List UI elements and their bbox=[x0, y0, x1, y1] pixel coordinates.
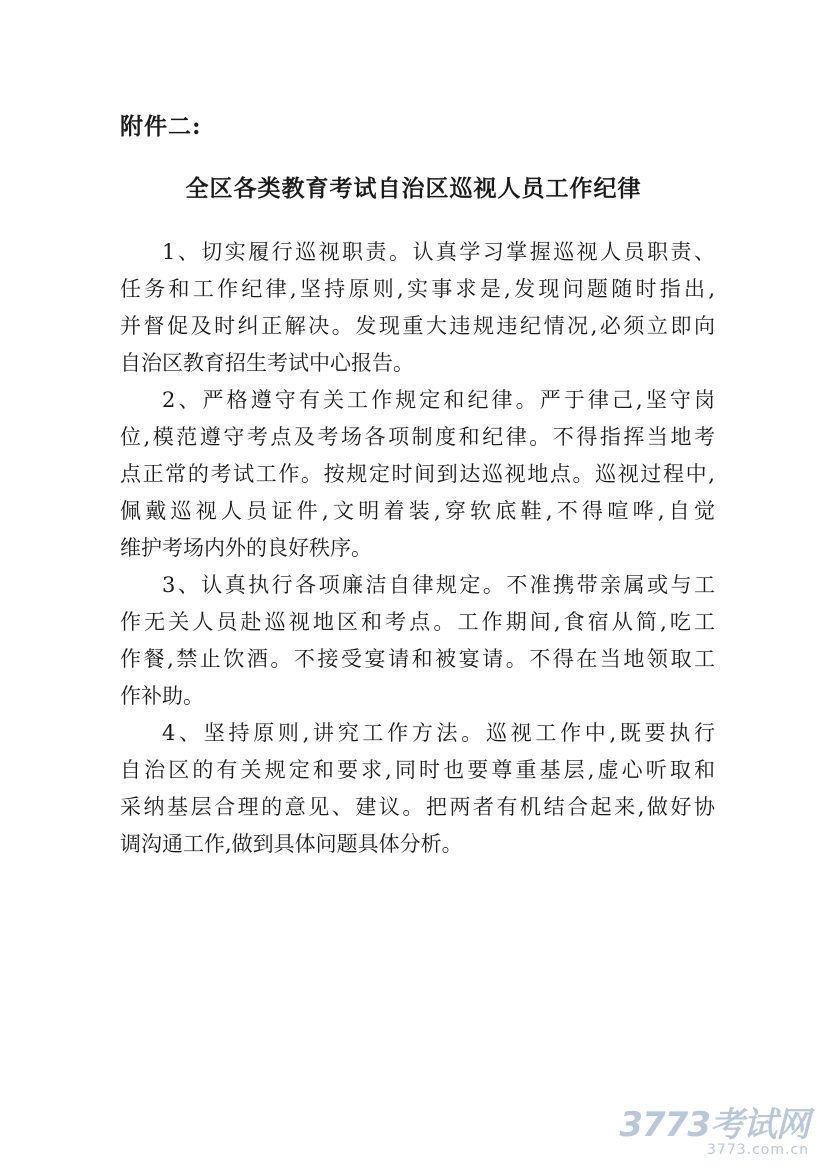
paragraph-1-line: 任务和工作纪律,坚持原则,实事求是,发现问题随时指出, bbox=[120, 277, 715, 301]
paragraph-2-line: 佩戴巡视人员证件,文明着装,穿软底鞋,不得喧哗,自觉 bbox=[120, 499, 715, 523]
paragraph-3-line: 3、认真执行各项廉洁自律规定。不准携带亲属或与工 bbox=[162, 573, 715, 597]
document-title: 全区各类教育考试自治区巡视人员工作纪律 bbox=[185, 175, 642, 202]
paragraph-2-line: 2、严格遵守有关工作规定和纪律。严于律己,坚守岗 bbox=[162, 388, 715, 412]
paragraph-4-line: 调沟通工作,做到具体问题具体分析。 bbox=[120, 832, 463, 856]
paragraph-4-line: 采纳基层合理的意见、建议。把两者有机结合起来,做好协 bbox=[120, 795, 715, 819]
paragraph-2-line: 位,模范遵守考点及考场各项制度和纪律。不得指挥当地考 bbox=[120, 425, 715, 449]
watermark-logo: 3773考试网 bbox=[619, 1105, 809, 1145]
paragraph-2-line: 点正常的考试工作。按规定时间到达巡视地点。巡视过程中, bbox=[120, 462, 715, 486]
paragraph-1-line: 并督促及时纠正解决。发现重大违规违纪情况,必须立即向 bbox=[120, 314, 715, 338]
paragraph-4-line: 自治区的有关规定和要求,同时也要尊重基层,虚心听取和 bbox=[120, 758, 715, 782]
site-watermark bbox=[619, 1105, 809, 1158]
document-body bbox=[120, 234, 715, 863]
paragraph-3-line: 作无关人员赴巡视地区和考点。工作期间,食宿从简,吃工 bbox=[120, 610, 715, 634]
attachment-label: 附件二: bbox=[120, 113, 202, 140]
paragraph-3-line: 作补助。 bbox=[120, 684, 204, 708]
paragraph-4-line: 4、坚持原则,讲究工作方法。巡视工作中,既要执行 bbox=[162, 721, 715, 745]
paragraph-2-line: 维护考场内外的良好秩序。 bbox=[120, 536, 372, 560]
watermark-url: 3773.com.cn bbox=[707, 1142, 809, 1158]
paragraph-1-line: 1、切实履行巡视职责。认真学习掌握巡视人员职责、 bbox=[162, 240, 715, 264]
paragraph-3-line: 作餐,禁止饮酒。不接受宴请和被宴请。不得在当地领取工 bbox=[120, 647, 715, 671]
paragraph-1-line: 自治区教育招生考试中心报告。 bbox=[120, 351, 414, 375]
